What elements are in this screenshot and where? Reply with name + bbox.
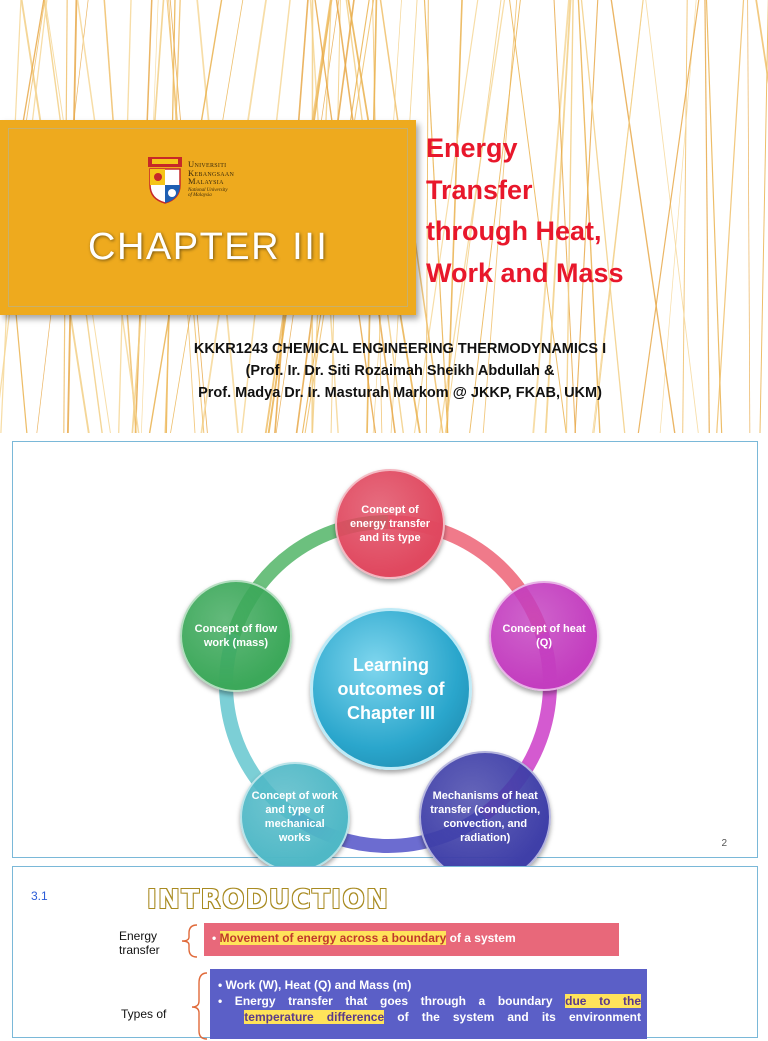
logo-line-1: Universiti — [188, 160, 234, 169]
title-box-border — [8, 128, 408, 307]
definition-highlight: Movement of energy across a boundary — [220, 931, 447, 945]
types-line-3-text: of the system and its environment — [384, 1010, 641, 1024]
types-line-2-highlight: due to the — [565, 994, 641, 1008]
types-label: Types of — [121, 1007, 166, 1021]
main-title — [426, 128, 756, 294]
definition-rest: of a system — [446, 931, 515, 945]
node-energy-transfer — [335, 469, 445, 579]
course-line-2: (Prof. Ir. Dr. Siti Rozaimah Sheikh Abdullah & — [120, 360, 680, 382]
types-line-2-text: • Energy transfer that goes through a boundary — [218, 994, 565, 1008]
types-line-1: • Work (W), Heat (Q) and Mass (m) — [218, 977, 641, 993]
energy-transfer-label-line-1: Energy — [119, 929, 160, 943]
center-label: Learning outcomes of Chapter III — [313, 653, 469, 725]
types-line-2 — [218, 993, 641, 1009]
brace-icon — [177, 923, 201, 959]
course-line-3: Prof. Madya Dr. Ir. Masturah Markom @ JKKP, FKAB, UKM) — [120, 382, 680, 404]
title-slide — [0, 0, 768, 433]
types-box — [210, 969, 647, 1039]
chapter-title: CHAPTER III — [88, 226, 328, 269]
learning-outcomes-slide — [12, 441, 758, 858]
energy-transfer-label-line-2: transfer — [119, 943, 160, 957]
title-box — [0, 120, 416, 315]
title-line-2: Transfer — [426, 170, 756, 212]
title-line-3: through Heat, — [426, 211, 756, 253]
bullet: • — [212, 931, 220, 945]
node-work-label: Concept of work and type of mechanical works — [242, 789, 348, 845]
types-line-3-highlight: temperature difference — [244, 1010, 384, 1024]
definition-box — [204, 923, 619, 956]
logo-line-2: Kebangsaan — [188, 169, 234, 178]
logo-sub-2: of Malaysia — [188, 193, 234, 198]
section-title: INTRODUCTION — [147, 885, 389, 915]
logo-sub-1: National University — [188, 188, 234, 193]
ukm-crest-icon — [146, 155, 184, 205]
center-learning-outcomes — [310, 608, 472, 770]
types-line-3 — [218, 1009, 641, 1025]
node-flow-work-label: Concept of flow work (mass) — [182, 622, 290, 650]
node-heat — [489, 581, 599, 691]
node-heat-transfer-mechanisms-label: Mechanisms of heat transfer (conduction, convection, and radiation) — [421, 789, 549, 845]
section-number: 3.1 — [31, 889, 48, 903]
introduction-slide — [12, 866, 758, 1038]
page-number: 2 — [721, 838, 727, 849]
university-name — [188, 160, 234, 198]
node-heat-transfer-mechanisms — [419, 751, 551, 883]
title-line-1: Energy — [426, 128, 756, 170]
course-info — [120, 338, 680, 404]
node-heat-label: Concept of heat (Q) — [491, 622, 597, 650]
node-work — [240, 762, 350, 872]
course-line-1: KKKR1243 CHEMICAL ENGINEERING THERMODYNAMICS I — [120, 338, 680, 360]
node-flow-work — [180, 580, 292, 692]
title-line-4: Work and Mass — [426, 253, 756, 295]
energy-transfer-label — [119, 929, 160, 957]
logo-line-3: Malaysia — [188, 177, 234, 186]
node-energy-transfer-label: Concept of energy transfer and its type — [337, 503, 443, 545]
brace-icon — [189, 971, 209, 1041]
